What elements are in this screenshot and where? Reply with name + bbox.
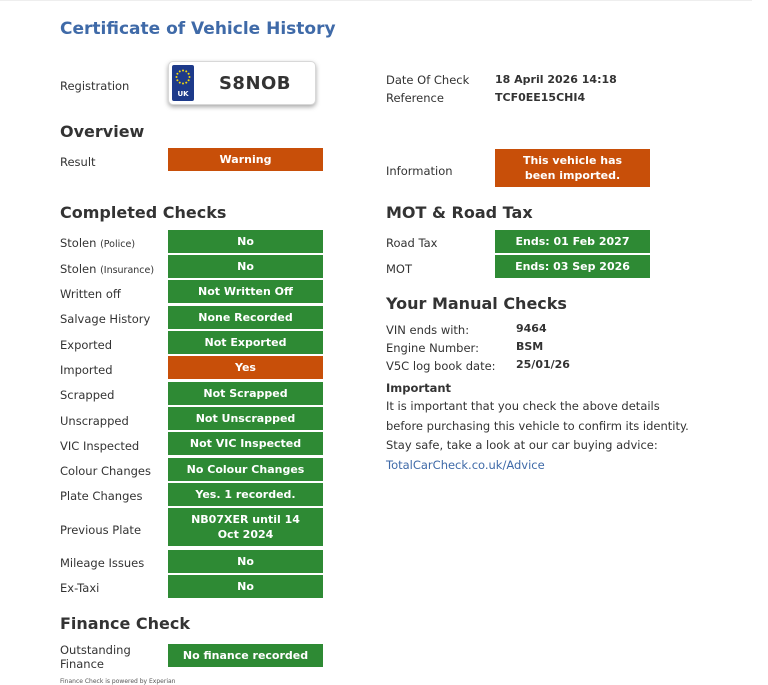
- check-label-salvage-history: Salvage History: [60, 312, 151, 326]
- top-divider: [0, 0, 752, 1]
- date-of-check-label: Date Of Check: [386, 73, 470, 87]
- check-value-unscrapped: Not Unscrapped: [168, 407, 323, 430]
- check-value-previous-plate: NB07XER until 14 Oct 2024: [168, 508, 323, 546]
- check-label-colour-changes: Colour Changes: [60, 464, 151, 478]
- outstanding-finance-value: No finance recorded: [168, 644, 323, 667]
- engine-number-label: Engine Number:: [386, 341, 479, 355]
- important-text-line-1: It is important that you check the above details: [386, 399, 660, 413]
- check-label-ex-taxi: Ex-Taxi: [60, 581, 100, 595]
- finance-provider-note: Finance Check is powered by Experian: [60, 678, 176, 685]
- road-tax-value: Ends: 01 Feb 2027: [495, 230, 650, 253]
- check-value-salvage-history: None Recorded: [168, 306, 323, 329]
- check-label-unscrapped: Unscrapped: [60, 414, 129, 428]
- check-label-scrapped: Scrapped: [60, 388, 115, 402]
- mot-label: MOT: [386, 262, 412, 276]
- check-label-exported: Exported: [60, 338, 113, 352]
- overview-heading: Overview: [60, 122, 145, 141]
- eu-stars-icon: [174, 68, 192, 86]
- check-value-stolen-insurance: No: [168, 255, 323, 278]
- page-title: Certificate of Vehicle History: [60, 19, 336, 39]
- check-value-imported: Yes: [168, 356, 323, 379]
- check-label-stolen-insurance: Stolen (Insurance): [60, 262, 155, 276]
- v5c-date-value: 25/01/26: [516, 358, 570, 371]
- reference-value: TCF0EE15CHI4: [495, 91, 586, 104]
- check-value-vic-inspected: Not VIC Inspected: [168, 432, 323, 455]
- check-label-vic-inspected: VIC Inspected: [60, 439, 140, 453]
- information-badge: This vehicle has been imported.: [495, 149, 650, 187]
- plate-country-code: UK: [177, 90, 189, 98]
- check-value-plate-changes: Yes. 1 recorded.: [168, 483, 323, 506]
- mot-value: Ends: 03 Sep 2026: [495, 255, 650, 278]
- check-label-plate-changes: Plate Changes: [60, 489, 143, 503]
- outstanding-finance-label: Outstanding Finance: [60, 643, 131, 671]
- finance-check-heading: Finance Check: [60, 614, 191, 633]
- mot-road-tax-heading: MOT & Road Tax: [386, 203, 533, 222]
- important-text-line-3: Stay safe, take a look at our car buying advice:: [386, 438, 658, 452]
- number-plate: [168, 61, 316, 105]
- check-label-previous-plate: Previous Plate: [60, 523, 142, 537]
- vin-label: VIN ends with:: [386, 323, 470, 337]
- check-value-written-off: Not Written Off: [168, 280, 323, 303]
- date-of-check-value: 18 April 2026 14:18: [495, 73, 617, 86]
- check-label-stolen-police: Stolen (Police): [60, 236, 136, 250]
- important-heading: Important: [386, 381, 452, 395]
- result-badge: Warning: [168, 148, 323, 171]
- plate-registration: S8NOB: [218, 72, 292, 94]
- check-value-colour-changes: No Colour Changes: [168, 458, 323, 481]
- check-label-written-off: Written off: [60, 287, 121, 301]
- v5c-date-label: V5C log book date:: [386, 359, 496, 373]
- check-value-mileage-issues: No: [168, 550, 323, 573]
- car-buying-advice-link[interactable]: TotalCarCheck.co.uk/Advice: [386, 458, 545, 472]
- check-label-imported: Imported: [60, 363, 113, 377]
- engine-number-value: BSM: [516, 340, 544, 353]
- check-value-ex-taxi: No: [168, 575, 323, 598]
- check-value-exported: Not Exported: [168, 331, 323, 354]
- result-label: Result: [60, 155, 96, 169]
- vin-value: 9464: [516, 322, 547, 335]
- check-label-mileage-issues: Mileage Issues: [60, 556, 145, 570]
- registration-label: Registration: [60, 79, 130, 93]
- reference-label: Reference: [386, 91, 444, 105]
- check-value-stolen-police: No: [168, 230, 323, 253]
- completed-checks-heading: Completed Checks: [60, 203, 227, 222]
- plate-flag-band: [172, 65, 194, 101]
- check-value-scrapped: Not Scrapped: [168, 382, 323, 405]
- important-text-line-2: before purchasing this vehicle to confirm its identity.: [386, 419, 689, 433]
- road-tax-label: Road Tax: [386, 236, 438, 250]
- information-label: Information: [386, 164, 453, 178]
- manual-checks-heading: Your Manual Checks: [386, 294, 567, 313]
